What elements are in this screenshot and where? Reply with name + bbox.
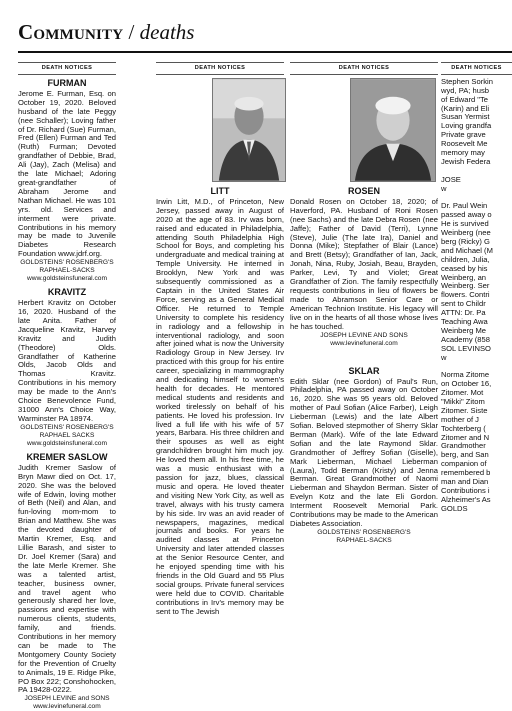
- funeral-home-url: www.goldsteinsfuneral.com: [27, 439, 107, 447]
- cropped-line: Weinberg, an: [441, 272, 487, 282]
- cropped-line: of Edward "Te: [441, 94, 489, 104]
- notice-name: ROSEN: [347, 185, 380, 196]
- cropped-line: and Michael (M: [441, 245, 493, 255]
- cropped-line: Weinberg (nee: [441, 228, 491, 238]
- column-heading: DEATH NOTICES: [156, 62, 284, 75]
- cropped-line: passed away o: [441, 210, 492, 220]
- funeral-home-url: www.levinefuneral.com: [330, 339, 398, 347]
- cropped-line: Alzheimer's As: [441, 494, 491, 504]
- cropped-line: sent to Childr: [441, 299, 486, 309]
- photo-rosen: [350, 78, 436, 182]
- cropped-line: Jewish Federa: [441, 156, 491, 166]
- funeral-home: JOSEPH LEVINE and SONS: [24, 695, 110, 703]
- cropped-line: ceased by his: [441, 263, 488, 273]
- cropped-line: Zitomer. Mot: [441, 388, 484, 398]
- cropped-line: wyd, PA; husb: [441, 85, 489, 95]
- cropped-line: mother of J: [441, 414, 479, 424]
- notice-text: Jerome E. Furman, Esq. on October 19, 2020. Beloved husband of the late Peggy (nee Schaller); Loving father of Dr. Richard (Sue) Furman, Fred (Ellen) Furman and Ted (Ruth) Furman; Devoted grandfather of Debbie, Brad, Ali (Jay), Zach (Melisa) and the late Michael; Adoring great-grandfather of Abraham Jerome and Nathan Michael. He was 101 yrs. old. Services and interment were private. Contributions in his memory may be made to Juvenile Diabetes Research Foundation www.jdrf.org.: [18, 88, 116, 259]
- cropped-line: Weinberg Me: [441, 325, 487, 335]
- cropped-line: memory may: [441, 148, 485, 158]
- cropped-line: Academy (858: [441, 334, 490, 344]
- cropped-line: "Mikki" Zitom: [441, 396, 485, 406]
- subsection-name: deaths: [139, 20, 195, 44]
- cropped-line: Grandmother: [441, 441, 486, 451]
- funeral-home-line: RAPHAEL SACKS: [39, 431, 95, 439]
- funeral-home: GOLDSTEINS' ROSENBERG'S: [20, 259, 114, 267]
- cropped-line: berg, and San: [441, 450, 489, 460]
- column-heading: DEATH NOTICES: [290, 62, 438, 75]
- notice-name: LITT: [210, 185, 230, 196]
- cropped-line: He is survived: [441, 219, 489, 229]
- cropped-line: remembered b: [441, 468, 491, 478]
- funeral-home-url: www.goldsteinsfuneral.com: [27, 275, 107, 283]
- notices-column-1: [18, 62, 116, 711]
- cropped-line: Zitomer and N: [441, 432, 490, 442]
- portrait-image: [213, 79, 285, 181]
- section-name: Community: [18, 20, 124, 44]
- cropped-line: Dr. Paul Wein: [441, 201, 488, 211]
- funeral-home-url: www.levinefuneral.com: [33, 703, 101, 711]
- notice-sklar: [290, 366, 438, 545]
- cropped-line: berg (Ricky) G: [441, 236, 490, 246]
- header-rule: [18, 51, 512, 53]
- notice-text: Edith Sklar (nee Gordon) of Paul's Run, Philadelphia, PA passed away on October 16, 2020. She was 95 years old. Beloved mother of Paul Sofian (Alice Farber), Leigh Lieberman (Lewis) and the late Albert Sofian. Beloved stepmother of Sherry Sklar Berman (Mark). Wife of the late Edward Sofian and the late Raymond Sklar. Grandmother of Jeffrey Sofian (Giselle), Mark Lieberman, Michael Lieberman (Laura), Todd Berman (Kristy) and Jenna Berman. Great Grandmother of Naomi Lieberman and Shaydon Berman. Sister of Evelyn Kotz and the late Eli Gordon. Interment Roosevelt Memorial Park. Contributions may be made to the American Diabetes Association.: [290, 376, 438, 528]
- notice-name: FURMAN: [47, 77, 87, 88]
- cropped-line: companion of: [441, 459, 487, 469]
- cropped-line: flowers. Contri: [441, 290, 490, 300]
- column-heading: DEATH NOTICES: [18, 62, 116, 75]
- cropped-line: Norma Zitome: [441, 370, 490, 380]
- cropped-line: on October 16,: [441, 379, 492, 389]
- cropped-line: Contributions i: [441, 485, 490, 495]
- funeral-home-line: RAPHAEL-SACKS: [39, 267, 95, 275]
- cropped-line: ATTN: Dr. Pa: [441, 308, 486, 318]
- title-separator: /: [123, 20, 140, 44]
- cropped-notice-lines: [441, 78, 512, 514]
- notice-kravitz: [18, 287, 116, 448]
- cropped-line: w: [441, 183, 447, 193]
- cropped-line: Private grave: [441, 130, 486, 140]
- photo-litt: [212, 78, 286, 182]
- cropped-line: w: [441, 352, 447, 362]
- cropped-line: Tochterberg (: [441, 423, 486, 433]
- notice-name: KRAVITZ: [47, 287, 87, 298]
- notice-name: KREMER SASLOW: [26, 451, 108, 462]
- cropped-line: SOL LEVINSO: [441, 343, 491, 353]
- notice-rosen: [290, 186, 438, 348]
- funeral-home-line: RAPHAEL-SACKS: [336, 536, 392, 544]
- notice-name: SKLAR: [348, 365, 380, 376]
- cropped-line: children, Julia,: [441, 254, 490, 264]
- funeral-home: GOLDSTEINS' ROSENBERG'S: [317, 528, 411, 536]
- cropped-line: Roosevelt Me: [441, 139, 488, 149]
- section-title: [18, 20, 512, 45]
- portrait-image: [351, 79, 435, 181]
- page-header: [18, 20, 512, 54]
- funeral-home: JOSEPH LEVINE AND SONS: [320, 331, 408, 339]
- cropped-line: man and Dian: [441, 476, 489, 486]
- cropped-line: Zitomer. Siste: [441, 405, 488, 415]
- column-heading: DEATH NOTICES: [441, 62, 512, 75]
- notices-column-4: [441, 62, 512, 512]
- spacer: [290, 348, 438, 362]
- notice-text: Herbert Kravitz on October 16, 2020. Husband of the late Anita. Father of Jacqueline Kravitz, Harvey Kravitz and Judith (Theodore) Olds. Grandfather of Katherine Olds, Jacob Olds and Thomas Kravitz. Contributions in his memory may be made to the Ann's Choice Benevolence Fund, 31000 Ann's Choice Way, Warminster PA 18974.: [18, 298, 116, 423]
- cropped-line: (Karin) and Eli: [441, 103, 490, 113]
- notice-kremer-saslow: [18, 452, 116, 711]
- cropped-line: Loving grandfa: [441, 121, 492, 131]
- cropped-line: GOLDS: [441, 503, 468, 513]
- cropped-line: JOSE: [441, 174, 461, 184]
- notice-text: Irwin Litt, M.D., of Princeton, New Jersey, passed away in August of 2020 at the age of 83. Irv was born, raised and educated in Philadelphia, attending South Philadelphia High School for Boys, and completing his undergraduate and medical training at Temple University. He interned in Brooklyn, New York and was subsequently commissioned as a Captain in the United States Air Force, serving as a General Medical Officer. He returned to Temple University to complete his residency in radiology and a fellowship in interventional radiology, and soon after joined what is now the University Radiology Group in New Jersey. Irv practiced with this group for his entire career, specializing in mammography and dedicating himself to women's health for decades. He mentored medical students and residents and worked tirelessly on behalf of his patients. He loved his profession. Irv lived a full life with his wife of 57 years, Barbara. His three children and their spouses as well as eight grandchildren brought him much joy. He loved them all. In his free time, he was a music enthusiast with a passion for jazz, blues, classical music and opera. He loved theater and visiting New York City, as well as travel, always with his trusty camera by his side. Irv was an avid reader of newspapers, magazines, medical journals and books. For years he audited classes at Princeton University and later attended classes at the Senior Resource Center, and he enjoyed spending time with his friends in the Old Guard and 55 Plus social groups. Private funeral services were held due to COVID. Charitable contributions in Irv's memory may be sent to The Jewish: [156, 196, 284, 616]
- notice-text: Judith Kremer Saslow of Bryn Mawr died on Oct. 17, 2020. She was the beloved wife of Edwin, loving mother of Beth (Neil) and Alan, and fun-loving mom-mom to Brian and Matthew. She was the devoted daughter of Martin Kremer, Esq. and Lillie Barash, and sister to Dr. Joel Kremer (Sara) and the late Merle Kremer. She was a talented artist, teacher, business owner, and travel agent who generously shared her love, passions and expertise with numerous clients, students, family, and friends. Contributions in her memory can be made to The Montgomery County Society for the Prevention of Cruelty to Animals, 19 E. Ridge Pike, PO Box 222; Conshohocken, PA 19428-0222.: [18, 462, 116, 695]
- cropped-line: Teaching Awa: [441, 316, 488, 326]
- funeral-home: GOLDSTEINS' ROSENBERG'S: [20, 423, 114, 431]
- notice-text: Donald Rosen on October 18, 2020; of Haverford, PA. Husband of Roni Rosen (nee Sachs) and the late Debra Rosen (nee Jaffe); Father of David (Terri), Lynne (Steve), Julie (The late Ira), Daniel and Donna (Mike); Stepfather of Blair (Lance) and Brett (Betsy); Grandfather of Ian, Jack, Jonah, Nina, Ruby, Josiah, Beau, Brayden, Parker, Levi, Ty and Violet; Great Grandfather of Zion. The family respectfully requests contributions in lieu of flowers be made to Abramson Senior Care or American Technion Institute. His legacy will live on in the hearts of all those whose lives he has touched.: [290, 196, 438, 331]
- cropped-line: Stephen Sorkin: [441, 76, 493, 86]
- cropped-line: Susan Yermist: [441, 112, 490, 122]
- notice-furman: [18, 78, 116, 283]
- cropped-line: Weinberg. Ser: [441, 281, 490, 291]
